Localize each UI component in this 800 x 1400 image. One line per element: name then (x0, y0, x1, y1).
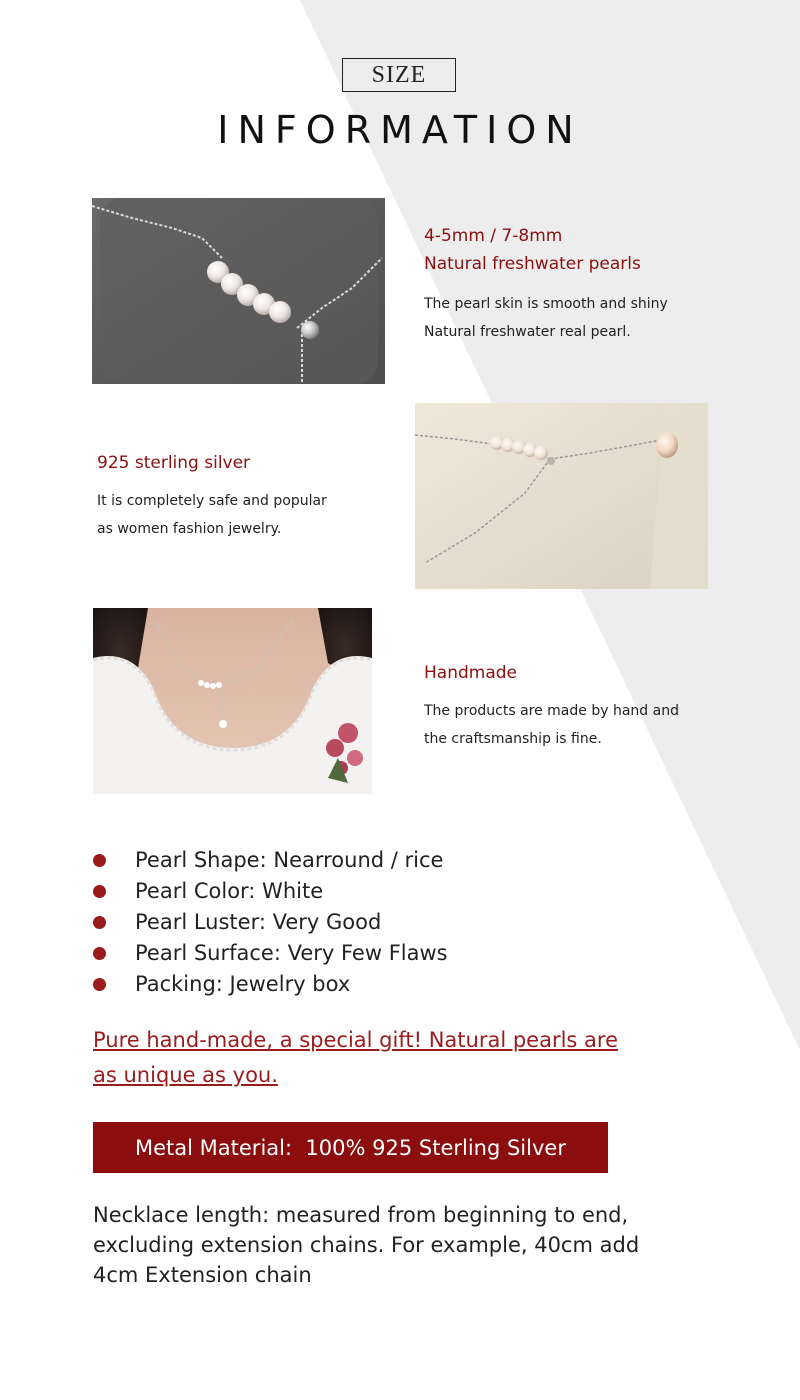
feature-pearl-size: 4-5mm / 7-8mm (424, 226, 563, 246)
list-item (92, 938, 448, 969)
feature-handmade-desc-2: the craftsmanship is fine. (424, 731, 602, 747)
feature-silver-title: 925 sterling silver (97, 453, 251, 473)
bullet-icon (93, 978, 106, 991)
bullet-icon (93, 854, 106, 867)
model-wearing-necklace-photo (93, 608, 372, 794)
list-item (92, 845, 448, 876)
spec-pearl-luster: Pearl Luster: Very Good (135, 910, 382, 934)
feature-silver (97, 449, 397, 543)
bullet-icon (93, 947, 106, 960)
bullet-icon (93, 885, 106, 898)
necklace-length-note (93, 1200, 733, 1290)
length-note-line-2: excluding extension chains. For example, 40cm add (93, 1233, 640, 1257)
feature-pearl-desc-1: The pearl skin is smooth and shiny (424, 296, 668, 312)
metal-material-text: Metal Material: 100% 925 Sterling Silver (135, 1135, 566, 1160)
feature-handmade-desc-1: The products are made by hand and (424, 703, 679, 719)
list-item (92, 969, 448, 1000)
spec-packing: Packing: Jewelry box (135, 972, 351, 996)
feature-silver-desc-1: It is completely safe and popular (97, 493, 327, 509)
necklace-paper-photo (415, 403, 708, 589)
spec-pearl-surface: Pearl Surface: Very Few Flaws (135, 941, 448, 965)
spec-pearl-color: Pearl Color: White (135, 879, 324, 903)
feature-handmade (424, 659, 744, 753)
length-note-line-3: 4cm Extension chain (93, 1263, 312, 1287)
bullet-icon (93, 916, 106, 929)
gift-slogan-line-2: as unique as you. (93, 1063, 278, 1087)
page-title: INFORMATION (217, 108, 583, 152)
list-item (92, 907, 448, 938)
feature-handmade-title: Handmade (424, 663, 517, 683)
length-note-line-1: Necklace length: measured from beginning to end, (93, 1203, 629, 1227)
gift-slogan-line-1: Pure hand-made, a special gift! Natural pearls are (93, 1028, 618, 1052)
size-label-box (342, 58, 456, 92)
pearl-closeup-photo (92, 198, 385, 384)
size-label: SIZE (371, 61, 427, 88)
feature-pearl-desc-2: Natural freshwater real pearl. (424, 324, 631, 340)
feature-pearl (424, 222, 754, 346)
metal-material-banner (93, 1122, 608, 1173)
spec-pearl-shape: Pearl Shape: Nearround / rice (135, 848, 444, 872)
feature-silver-desc-2: as women fashion jewelry. (97, 521, 282, 537)
list-item (92, 876, 448, 907)
feature-pearl-title: Natural freshwater pearls (424, 254, 641, 274)
spec-list (92, 845, 448, 1000)
